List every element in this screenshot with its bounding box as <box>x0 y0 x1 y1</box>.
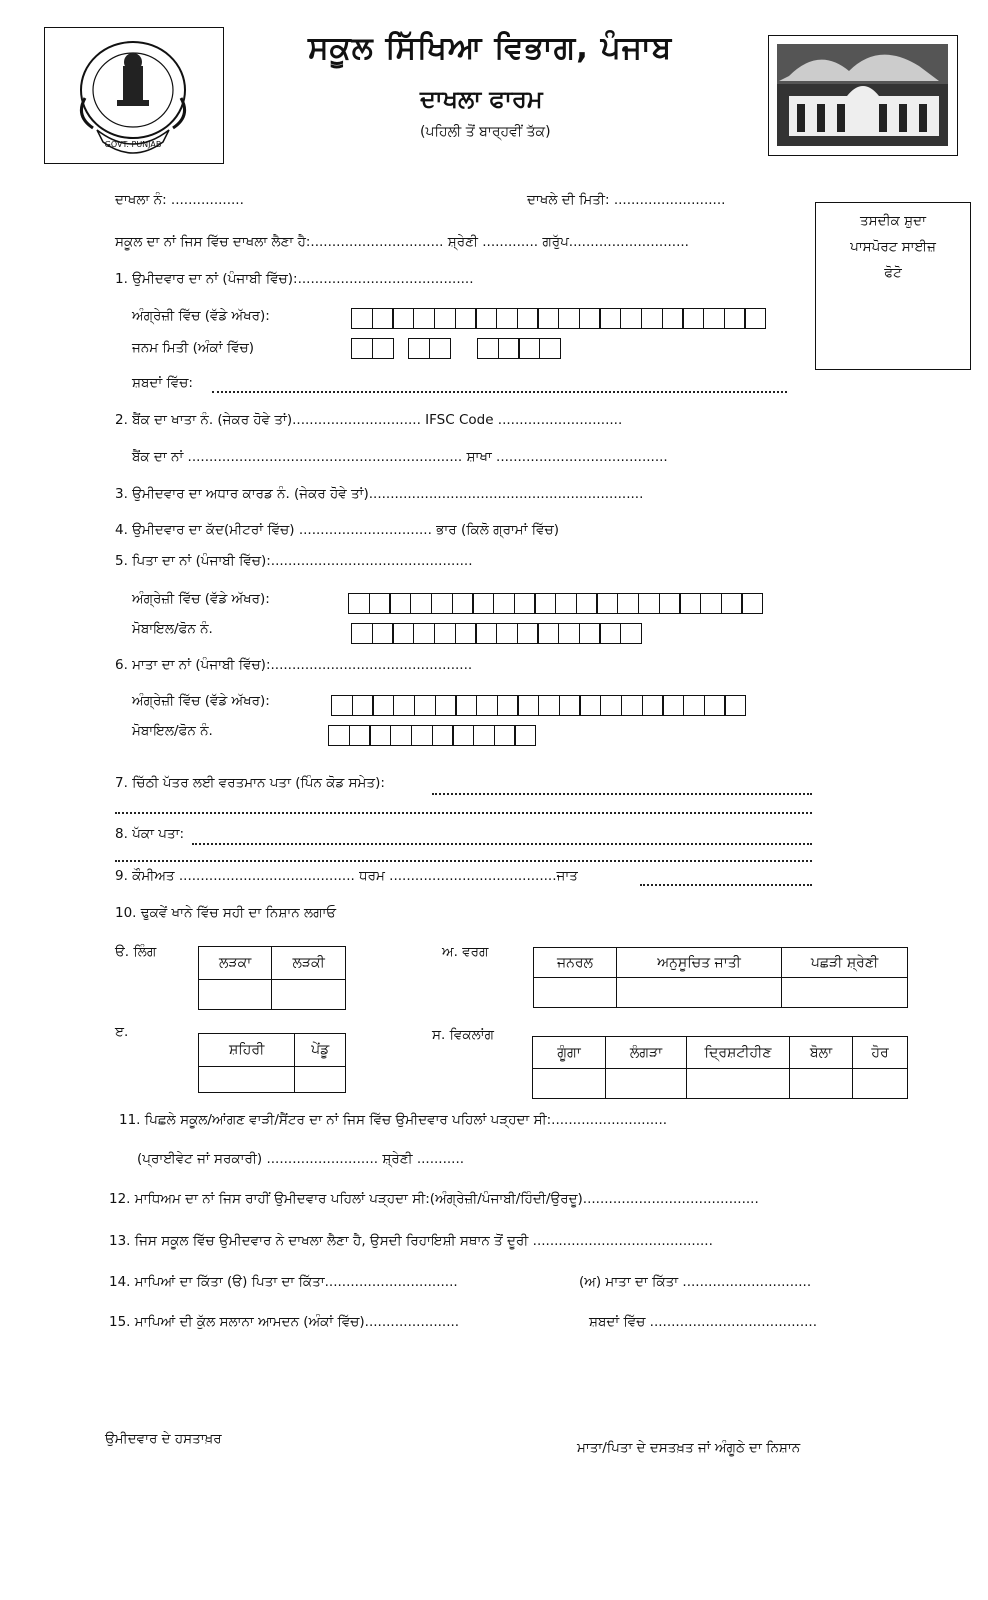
disability-other: ਹੋਰ <box>853 1037 908 1069</box>
gender-girl-check[interactable] <box>272 980 346 1010</box>
photo-box-line2: ਪਾਸਪੋਰਟ ਸਾਈਜ਼ <box>850 239 936 255</box>
disability-deaf-check[interactable] <box>790 1069 853 1099</box>
disability-blind-check[interactable] <box>687 1069 790 1099</box>
candidate-name-boxes[interactable] <box>351 308 765 329</box>
category-sc: ਅਨੁਸੂਚਿਤ ਜਾਤੀ <box>617 948 782 978</box>
dob-words-label: ਸ਼ਬਦਾਂ ਵਿੱਚ: <box>132 375 193 391</box>
area-rural: ਪੇਂਡੂ <box>295 1034 346 1067</box>
gender-boy: ਲੜਕਾ <box>199 947 272 980</box>
emblem-text: GOVT. PUNJAB <box>104 140 162 149</box>
gender-table <box>198 946 346 1010</box>
mother-mobile-label: ਮੋਬਾਇਲ/ਫੋਨ ਨੰ. <box>132 723 213 739</box>
permanent-address-label: 8. ਪੱਕਾ ਪਤਾ: <box>115 826 184 842</box>
correspondence-address-line2[interactable] <box>115 812 812 814</box>
bank-name-field[interactable]: ਬੈਂਕ ਦਾ ਨਾਂ ................................................................ ਸ਼ਾਖਾ ........................................ <box>132 449 668 465</box>
disability-lame: ਲੰਗੜਾ <box>606 1037 687 1069</box>
dob-label: ਜਨਮ ਮਿਤੀ (ਅੰਕਾਂ ਵਿੱਚ) <box>132 340 255 356</box>
height-weight-field[interactable]: 4. ਉਮੀਦਵਾਰ ਦਾ ਕੱਦ(ਮੀਟਰਾਂ ਵਿੱਚ) ............................... ਭਾਰ (ਕਿਲੋ ਗ੍ਰਾਮਾਂ ਵਿੱਚ) <box>115 522 559 538</box>
mother-name-boxes[interactable] <box>331 695 745 716</box>
aadhaar-field[interactable]: 3. ਉਮੀਦਵਾਰ ਦਾ ਅਧਾਰ ਕਾਰਡ ਨੰ. (ਜੇਕਰ ਹੋਵੇ ਤਾਂ)................................................................ <box>115 486 644 502</box>
mother-name-english-label: ਅੰਗ੍ਰੇਜ਼ੀ ਵਿੱਚ (ਵੱਡੇ ਅੱਖਰ): <box>132 693 270 709</box>
nationality-religion-caste[interactable]: 9. ਕੌਮੀਅਤ ......................................... ਧਰਮ .......................................ਜਾਤ <box>115 868 578 884</box>
category-bc-check[interactable] <box>782 978 908 1008</box>
father-name-boxes[interactable] <box>348 593 762 614</box>
dob-month-boxes[interactable] <box>408 338 449 359</box>
disability-table <box>532 1036 908 1099</box>
photo-box-line3: ਫੋਟੋ <box>884 265 902 281</box>
gender-boy-check[interactable] <box>199 980 272 1010</box>
category-table <box>533 947 908 1008</box>
category-bc: ਪਛੜੀ ਸ਼੍ਰੇਣੀ <box>782 948 908 978</box>
correspondence-address-line1[interactable] <box>432 793 812 795</box>
passport-photo-box[interactable] <box>815 202 971 370</box>
emblem-box <box>44 27 224 164</box>
tick-instruction: 10. ਢੁਕਵੇਂ ਖਾਨੇ ਵਿੱਚ ਸਹੀ ਦਾ ਨਿਸ਼ਾਨ ਲਗਾਓ <box>115 905 337 921</box>
area-table <box>198 1033 346 1093</box>
disability-deaf: ਬੋਲਾ <box>790 1037 853 1069</box>
dob-day-boxes[interactable] <box>351 338 392 359</box>
area-urban-check[interactable] <box>199 1067 295 1093</box>
candidate-name-punjabi[interactable]: 1. ਉਮੀਦਵਾਰ ਦਾ ਨਾਂ (ਪੰਜਾਬੀ ਵਿੱਚ):......................................... <box>115 271 474 287</box>
disability-blind: ਦ੍ਰਿਸ਼ਟੀਹੀਣ <box>687 1037 790 1069</box>
mother-mobile-boxes[interactable] <box>328 725 535 746</box>
bank-account-field[interactable]: 2. ਬੈਂਕ ਦਾ ਖਾਤਾ ਨੰ. (ਜੇਕਰ ਹੋਵੇ ਤਾਂ).............................. IFSC Code ............................. <box>115 412 623 428</box>
father-occupation-field[interactable]: 14. ਮਾਪਿਆਂ ਦਾ ਕਿੱਤਾ (ੳ) ਪਿਤਾ ਦਾ ਕਿੱਤਾ............................... <box>109 1274 458 1290</box>
permanent-address-line1[interactable] <box>192 843 812 845</box>
photo-box-line1: ਤਸਦੀਕ ਸ਼ੁਦਾ <box>860 213 926 229</box>
area-rural-check[interactable] <box>295 1067 346 1093</box>
father-mobile-boxes[interactable] <box>351 623 641 644</box>
correspondence-address-label: 7. ਚਿੱਠੀ ਪੱਤਰ ਲਈ ਵਰਤਮਾਨ ਪਤਾ (ਪਿੰਨ ਕੋਡ ਸਮੇਤ): <box>115 775 385 791</box>
department-title: ਸਕੂਲ ਸਿੱਖਿਆ ਵਿਭਾਗ, ਪੰਜਾਬ <box>308 30 673 66</box>
gender-label: ੳ. ਲਿੰਗ <box>115 944 157 960</box>
candidate-name-english-label: ਅੰਗ੍ਰੇਜ਼ੀ ਵਿੱਚ (ਵੱਡੇ ਅੱਖਰ): <box>132 308 270 324</box>
category-label: ਅ. ਵਰਗ <box>442 944 489 960</box>
mother-name-punjabi[interactable]: 6. ਮਾਤਾ ਦਾ ਨਾਂ (ਪੰਜਾਬੀ ਵਿੱਚ):............................................... <box>115 657 473 673</box>
father-mobile-label: ਮੋਬਾਇਲ/ਫੋਨ ਨੰ. <box>132 621 213 637</box>
income-figures-field[interactable]: 15. ਮਾਪਿਆਂ ਦੀ ਕੁੱਲ ਸਲਾਨਾ ਆਮਦਨ (ਅੰਕਾਂ ਵਿੱਚ)...................... <box>109 1314 460 1330</box>
dob-words-line[interactable] <box>212 391 787 393</box>
admission-no-field[interactable]: ਦਾਖਲਾ ਨੰ: ................. <box>115 192 244 208</box>
form-title: ਦਾਖਲਾ ਫਾਰਮ <box>420 85 543 113</box>
disability-mute-check[interactable] <box>533 1069 606 1099</box>
category-general-check[interactable] <box>534 978 617 1008</box>
punjab-emblem-icon <box>45 28 222 162</box>
previous-school-field[interactable]: 11. ਪਿਛਲੇ ਸਕੂਲ/ਆਂਗਣ ਵਾੜੀ/ਸੈਂਟਰ ਦਾ ਨਾਂ ਜਿਸ ਵਿੱਚ ਉਮੀਦਵਾਰ ਪਹਿਲਾਂ ਪੜ੍ਹਦਾ ਸੀ:........................... <box>119 1112 668 1128</box>
disability-label: ਸ. ਵਿਕਲਾਂਗ <box>432 1027 494 1043</box>
school-photo <box>768 35 958 156</box>
disability-lame-check[interactable] <box>606 1069 687 1099</box>
distance-field[interactable]: 13. ਜਿਸ ਸਕੂਲ ਵਿੱਚ ਉਮੀਦਵਾਰ ਨੇ ਦਾਖਲਾ ਲੈਣਾ ਹੈ, ਉਸਦੀ ਰਿਹਾਇਸ਼ੀ ਸਥਾਨ ਤੋਂ ਦੂਰੀ .......................................... <box>109 1233 713 1249</box>
dob-year-boxes[interactable] <box>477 338 560 359</box>
school-name-field[interactable]: ਸਕੂਲ ਦਾ ਨਾਂ ਜਿਸ ਵਿੱਚ ਦਾਖਲਾ ਲੈਣਾ ਹੈ:............................... ਸ਼੍ਰੇਣੀ ............. ਗਰੁੱਪ............................ <box>115 234 689 250</box>
form-subtitle: (ਪਹਿਲੀ ਤੋਂ ਬਾਰ੍ਹਵੀਂ ਤੱਕ) <box>420 124 551 140</box>
area-label: ੲ. <box>115 1024 129 1040</box>
mother-occupation-field[interactable]: (ਅ) ਮਾਤਾ ਦਾ ਕਿੱਤਾ .............................. <box>579 1274 812 1290</box>
permanent-address-line2[interactable] <box>115 860 812 862</box>
disability-mute: ਗੂੰਗਾ <box>533 1037 606 1069</box>
candidate-signature[interactable]: ਉਮੀਦਵਾਰ ਦੇ ਹਸਤਾਖ਼ਰ <box>105 1431 222 1447</box>
father-name-english-label: ਅੰਗ੍ਰੇਜ਼ੀ ਵਿੱਚ (ਵੱਡੇ ਅੱਖਰ): <box>132 591 270 607</box>
parent-signature[interactable]: ਮਾਤਾ/ਪਿਤਾ ਦੇ ਦਸਤਖ਼ਤ ਜਾਂ ਅੰਗੂਠੇ ਦਾ ਨਿਸ਼ਾਨ <box>577 1440 801 1456</box>
gender-girl: ਲੜਕੀ <box>272 947 346 980</box>
admission-date-field[interactable]: ਦਾਖਲੇ ਦੀ ਮਿਤੀ: .......................... <box>527 192 726 208</box>
caste-line[interactable] <box>640 884 812 886</box>
previous-school-type-field[interactable]: (ਪ੍ਰਾਈਵੇਟ ਜਾਂ ਸਰਕਾਰੀ) .......................... ਸ਼੍ਰੇਣੀ ........... <box>137 1151 465 1167</box>
medium-field[interactable]: 12. ਮਾਧਿਅਮ ਦਾ ਨਾਂ ਜਿਸ ਰਾਹੀਂ ਉਮੀਦਵਾਰ ਪਹਿਲਾਂ ਪੜ੍ਹਦਾ ਸੀ:(ਅੰਗ੍ਰੇਜ਼ੀ/ਪੰਜਾਬੀ/ਹਿੰਦੀ/ਉਰਦੂ)......................................... <box>109 1191 759 1207</box>
category-general: ਜਨਰਲ <box>534 948 617 978</box>
disability-other-check[interactable] <box>853 1069 908 1099</box>
father-name-punjabi[interactable]: 5. ਪਿਤਾ ਦਾ ਨਾਂ (ਪੰਜਾਬੀ ਵਿੱਚ):............................................... <box>115 553 473 569</box>
category-sc-check[interactable] <box>617 978 782 1008</box>
area-urban: ਸ਼ਹਿਰੀ <box>199 1034 295 1067</box>
income-words-field[interactable]: ਸ਼ਬਦਾਂ ਵਿੱਚ ....................................... <box>589 1314 818 1330</box>
